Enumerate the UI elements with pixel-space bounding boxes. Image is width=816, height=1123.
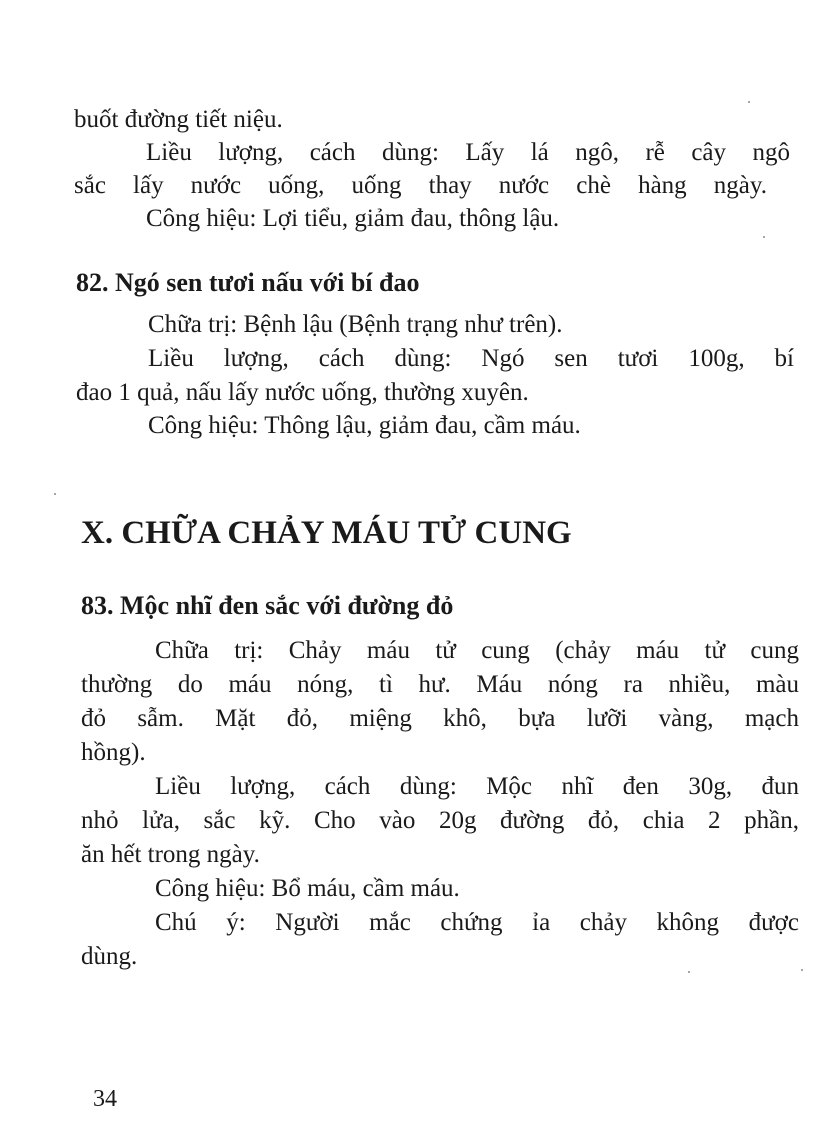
recipe-83-treats-line: thường do máu nóng, tì hư. Máu nóng ra nhiều, màu (81, 671, 799, 698)
scan-speck (688, 971, 690, 973)
recipe-83-effect: Công hiệu: Bổ máu, cầm máu. (155, 875, 460, 902)
recipe-83-dosage-line: nhỏ lửa, sắc kỹ. Cho vào 20g đường đỏ, chia 2 phần, (81, 807, 799, 834)
recipe-82-dosage-line: Liều lượng, cách dùng: Ngó sen tươi 100g, bí (148, 345, 794, 372)
scan-speck (801, 969, 803, 971)
recipe-82-effect: Công hiệu: Thông lậu, giảm đau, cầm máu. (148, 412, 581, 439)
recipe-83-dosage-line: ăn hết trong ngày. (81, 841, 260, 868)
intro-effect: Công hiệu: Lợi tiểu, giảm đau, thông lậu. (146, 205, 560, 232)
intro-dosage-line: sắc lấy nước uống, uống thay nước chè hàng ngày. (74, 172, 767, 199)
recipe-82-dosage-line: đao 1 quả, nấu lấy nước uống, thường xuyên. (76, 379, 529, 406)
section-heading: X. CHỮA CHẢY MÁU TỬ CUNG (81, 515, 572, 551)
scan-speck (763, 236, 765, 238)
recipe-82-treats: Chữa trị: Bệnh lậu (Bệnh trạng như trên). (148, 311, 563, 338)
scan-speck (748, 101, 750, 103)
recipe-83-dosage-line: Liều lượng, cách dùng: Mộc nhĩ đen 30g, đun (155, 773, 799, 800)
recipe-83-treats-line: hồng). (81, 739, 146, 766)
recipe-83-note-line: dùng. (81, 943, 138, 970)
recipe-82-heading: 82. Ngó sen tươi nấu với bí đao (76, 268, 420, 297)
recipe-83-treats-line: Chữa trị: Chảy máu tử cung (chảy máu tử cung (155, 637, 799, 664)
scan-speck (54, 493, 56, 495)
intro-dosage-line: Liều lượng, cách dùng: Lấy lá ngô, rễ cây ngô (146, 139, 790, 166)
intro-line: buốt đường tiết niệu. (74, 106, 283, 133)
recipe-83-note-line: Chú ý: Người mắc chứng ỉa chảy không được (155, 909, 799, 936)
recipe-83-heading: 83. Mộc nhĩ đen sắc với đường đỏ (81, 591, 454, 620)
page-number: 34 (93, 1086, 117, 1112)
recipe-83-treats-line: đỏ sẫm. Mặt đỏ, miệng khô, bựa lưỡi vàng, mạch (81, 705, 799, 732)
